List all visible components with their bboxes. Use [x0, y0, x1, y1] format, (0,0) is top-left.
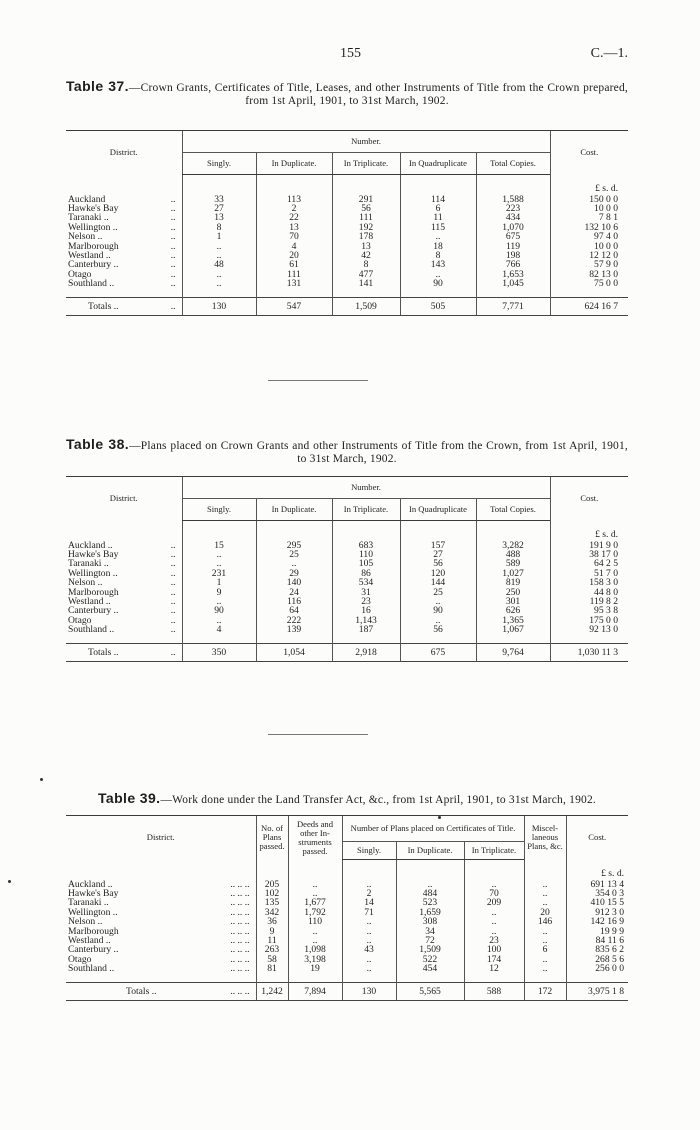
totals-row: Totals .. .. 130 547 1,509 505 7,771 624 16 7 — [66, 298, 628, 316]
table-row: Auckland .. .. 15 295 683 157 3,282 191 9 0 — [66, 541, 628, 550]
table-row: Canterbury .. .. 48 61 8 143 766 57 9 0 — [66, 260, 628, 269]
header-singly: Singly. — [342, 842, 396, 860]
header-plans-on-certificates: Number of Plans placed on Certificates of Title. — [342, 816, 524, 842]
table-row: Otago .. .. .. 58 3,198 .. 522 174 .. 268 5 6 — [66, 955, 628, 964]
page-reference: C.—1. — [590, 46, 628, 61]
table-38-block — [66, 438, 628, 662]
table-row: Wellington .. .. 231 29 86 120 1,027 51 7 0 — [66, 569, 628, 578]
header-deeds: Deeds and other In-struments passed. — [288, 816, 342, 860]
table-38 — [66, 476, 628, 662]
table-row: Westland .. .. .. .. 11 .. .. 72 23 .. 84 11 6 — [66, 936, 628, 945]
header-triplicate: In Triplicate. — [332, 153, 400, 175]
table-row: Marlborough .. 9 24 31 25 250 44 8 0 — [66, 588, 628, 597]
table-39-label: Table 39. — [97, 790, 161, 806]
table-row: Southland .. .. .. .. 81 19 .. 454 12 .. 256 0 0 — [66, 964, 628, 973]
table-39-caption: Table 39.—Work done under the Land Transfer Act, &c., from 1st April, 1901, to 31st March, 1902. — [97, 790, 596, 806]
table-row: Southland .. .. .. 131 141 90 1,045 75 0 0 — [66, 279, 628, 288]
table-row: Canterbury .. .. 90 64 16 90 626 95 3 8 — [66, 606, 628, 615]
table-row: Hawke's Bay .. .. .. 102 .. 2 484 70 .. 354 0 3 — [66, 889, 628, 898]
table-row: Auckland .. 33 113 291 114 1,588 150 0 0 — [66, 195, 628, 204]
table-38-label: Table 38. — [66, 436, 130, 452]
table-37-block — [66, 80, 628, 316]
header-duplicate: In Duplicate. — [396, 842, 464, 860]
header-miscellaneous: Miscel-laneous Plans, &c. — [524, 816, 566, 860]
separator-rule — [268, 380, 368, 381]
header-singly: Singly. — [182, 153, 256, 175]
totals-row: Totals .. .. 350 1,054 2,918 675 9,764 1,030 11 3 — [66, 644, 628, 662]
header-district: District. — [66, 477, 182, 521]
header-triplicate: In Triplicate. — [464, 842, 524, 860]
table-row: Westland .. .. .. 20 42 8 198 12 12 0 — [66, 251, 628, 260]
table-row: Taranaki .. .. .. .. 105 56 589 64 2 5 — [66, 559, 628, 568]
header-district: District. — [66, 131, 182, 175]
lsd-header: £ s. d. — [550, 530, 628, 541]
page-number: 155 — [340, 46, 361, 61]
table-37-label: Table 37. — [66, 78, 129, 94]
table-37-caption: Table 37.—Crown Grants, Certificates of Title, Leases, and other Instruments of Title from the Crown prepared, from 1st April, 1901, to 31st March, 1902. — [66, 78, 629, 107]
table-row: Taranaki .. .. 13 22 111 11 434 7 8 1 — [66, 213, 628, 222]
table-row: Wellington .. .. 8 13 192 115 1,070 132 10 6 — [66, 223, 628, 232]
table-row: Canterbury .. .. .. .. 263 1,098 43 1,509 100 6 835 6 2 — [66, 945, 628, 954]
table-row: Wellington .. .. .. .. 342 1,792 71 1,659 .. 20 912 3 0 — [66, 908, 628, 917]
print-speck — [8, 880, 11, 883]
header-cost: Cost. — [550, 477, 628, 521]
table-row: Hawke's Bay .. .. 25 110 27 488 38 17 0 — [66, 550, 628, 559]
lsd-header: £ s. d. — [566, 869, 628, 880]
header-duplicate: In Duplicate. — [256, 499, 332, 521]
header-cost: Cost. — [550, 131, 628, 175]
header-duplicate: In Duplicate. — [256, 153, 332, 175]
header-number: Number. — [182, 131, 550, 153]
header-district: District. — [66, 816, 256, 860]
table-37-body — [66, 175, 628, 298]
header-cost: Cost. — [566, 816, 628, 860]
table-row: Otago .. .. 111 477 .. 1,653 82 13 0 — [66, 270, 628, 279]
table-row: Nelson .. .. 1 140 534 144 819 158 3 0 — [66, 578, 628, 587]
header-number: Number. — [182, 477, 550, 499]
table-37 — [66, 130, 628, 316]
header-plans-passed: No. of Plans passed. — [256, 816, 288, 860]
header-triplicate: In Triplicate. — [332, 499, 400, 521]
table-row: Nelson .. .. .. .. 36 110 .. 308 .. 146 142 16 9 — [66, 917, 628, 926]
table-row: Hawke's Bay .. 27 2 56 6 223 10 0 0 — [66, 204, 628, 213]
table-row: Westland .. .. .. 116 23 .. 301 119 8 2 — [66, 597, 628, 606]
header-total-copies: Total Copies. — [476, 153, 550, 175]
table-row: Marlborough .. .. 4 13 18 119 10 0 0 — [66, 242, 628, 251]
table-row: Taranaki .. .. .. .. 135 1,677 14 523 209 .. 410 15 5 — [66, 898, 628, 907]
header-singly: Singly. — [182, 499, 256, 521]
page-header — [0, 46, 700, 66]
header-total-copies: Total Copies. — [476, 499, 550, 521]
table-row: Marlborough .. .. .. 9 .. .. 34 .. .. 19 9 9 — [66, 927, 628, 936]
table-38-caption: Table 38.—Plans placed on Crown Grants and other Instruments of Title from the Crown, from 1st April, 1901, to 31st March, 1902. — [66, 436, 628, 465]
table-39 — [66, 815, 628, 1001]
table-39-block — [66, 792, 628, 1001]
header-quadruplicate: In Quadruplicate — [400, 153, 476, 175]
table-row: Otago .. .. 222 1,143 .. 1,365 175 0 0 — [66, 616, 628, 625]
table-row: Nelson .. .. 1 70 178 .. 675 97 4 0 — [66, 232, 628, 241]
print-speck — [40, 778, 43, 781]
table-39-body — [66, 860, 628, 983]
separator-rule — [268, 734, 368, 735]
table-row: Southland .. .. 4 139 187 56 1,067 92 13 0 — [66, 625, 628, 634]
header-quadruplicate: In Quadruplicate — [400, 499, 476, 521]
table-38-body — [66, 521, 628, 644]
table-row: Auckland .. .. .. .. 205 .. .. .. .. .. 691 13 4 — [66, 880, 628, 889]
lsd-header: £ s. d. — [550, 184, 628, 195]
totals-row: Totals .. .. .. .. 1,242 7,894 130 5,565 588 172 3,975 1 8 — [66, 983, 628, 1001]
